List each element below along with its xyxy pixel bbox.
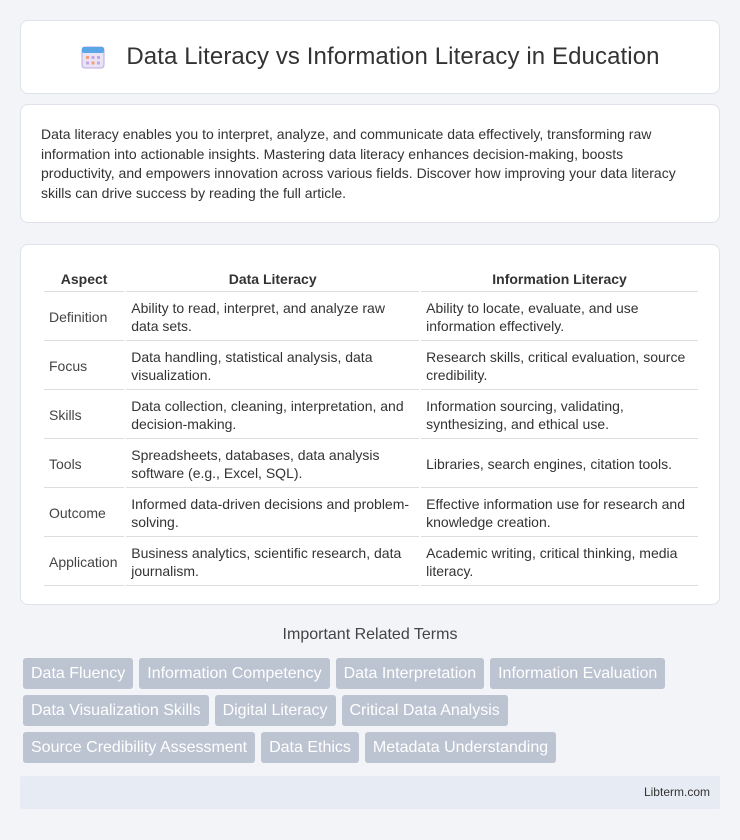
tag-information-evaluation[interactable]: Information Evaluation xyxy=(490,658,665,689)
aspect-cell: Application xyxy=(44,539,124,586)
tag-digital-literacy[interactable]: Digital Literacy xyxy=(215,695,336,726)
table-header-row xyxy=(44,267,698,292)
information-literacy-cell: Information sourcing, validating, synthesizing, and ethical use. xyxy=(421,392,698,439)
tag-row xyxy=(23,732,723,763)
page-title: Data Literacy vs Information Literacy in Education xyxy=(126,43,660,70)
table-row xyxy=(44,392,698,439)
aspect-cell: Outcome xyxy=(44,490,124,537)
aspect-cell: Focus xyxy=(44,343,124,390)
table-row xyxy=(44,343,698,390)
data-literacy-cell: Business analytics, scientific research, data journalism. xyxy=(126,539,419,586)
table-row xyxy=(44,539,698,586)
information-literacy-cell: Libraries, search engines, citation tools. xyxy=(421,441,698,488)
tag-metadata-understanding[interactable]: Metadata Understanding xyxy=(365,732,556,763)
tag-data-visualization-skills[interactable]: Data Visualization Skills xyxy=(23,695,209,726)
tag-critical-data-analysis[interactable]: Critical Data Analysis xyxy=(342,695,508,726)
table-row xyxy=(44,441,698,488)
header-card xyxy=(20,20,720,94)
information-literacy-cell: Effective information use for research and knowledge creation. xyxy=(421,490,698,537)
data-literacy-cell: Ability to read, interpret, and analyze raw data sets. xyxy=(126,294,419,341)
column-header-data-literacy: Data Literacy xyxy=(126,267,419,292)
intro-text: Data literacy enables you to interpret, analyze, and communicate data effectively, transforming raw information into actionable insights. Mastering data literacy enhances decision-making, boosts productivity, and empowers innovation across various fields. Discover how improving your data literacy skills can drive success by reading the full article. xyxy=(41,126,676,201)
table-row xyxy=(44,294,698,341)
tag-information-competency[interactable]: Information Competency xyxy=(139,658,329,689)
data-literacy-cell: Data handling, statistical analysis, data visualization. xyxy=(126,343,419,390)
tag-row xyxy=(23,695,723,726)
footer xyxy=(20,776,720,809)
tag-data-ethics[interactable]: Data Ethics xyxy=(261,732,359,763)
data-literacy-cell: Informed data-driven decisions and problem-solving. xyxy=(126,490,419,537)
column-header-information-literacy: Information Literacy xyxy=(421,267,698,292)
tag-source-credibility-assessment[interactable]: Source Credibility Assessment xyxy=(23,732,255,763)
calendar-icon xyxy=(80,44,106,70)
intro-card xyxy=(20,104,720,223)
related-terms-list xyxy=(23,658,723,769)
footer-site-link[interactable]: Libterm.com xyxy=(643,785,710,799)
table-row xyxy=(44,490,698,537)
related-terms-title: Important Related Terms xyxy=(282,626,458,643)
comparison-table-card xyxy=(20,244,720,605)
comparison-table xyxy=(42,265,700,588)
tag-data-interpretation[interactable]: Data Interpretation xyxy=(336,658,485,689)
column-header-aspect: Aspect xyxy=(44,267,124,292)
data-literacy-cell: Data collection, cleaning, interpretation, and decision-making. xyxy=(126,392,419,439)
information-literacy-cell: Academic writing, critical thinking, media literacy. xyxy=(421,539,698,586)
tag-row xyxy=(23,658,723,689)
data-literacy-cell: Spreadsheets, databases, data analysis software (e.g., Excel, SQL). xyxy=(126,441,419,488)
information-literacy-cell: Ability to locate, evaluate, and use information effectively. xyxy=(421,294,698,341)
aspect-cell: Skills xyxy=(44,392,124,439)
tag-data-fluency[interactable]: Data Fluency xyxy=(23,658,133,689)
aspect-cell: Definition xyxy=(44,294,124,341)
information-literacy-cell: Research skills, critical evaluation, source credibility. xyxy=(421,343,698,390)
aspect-cell: Tools xyxy=(44,441,124,488)
